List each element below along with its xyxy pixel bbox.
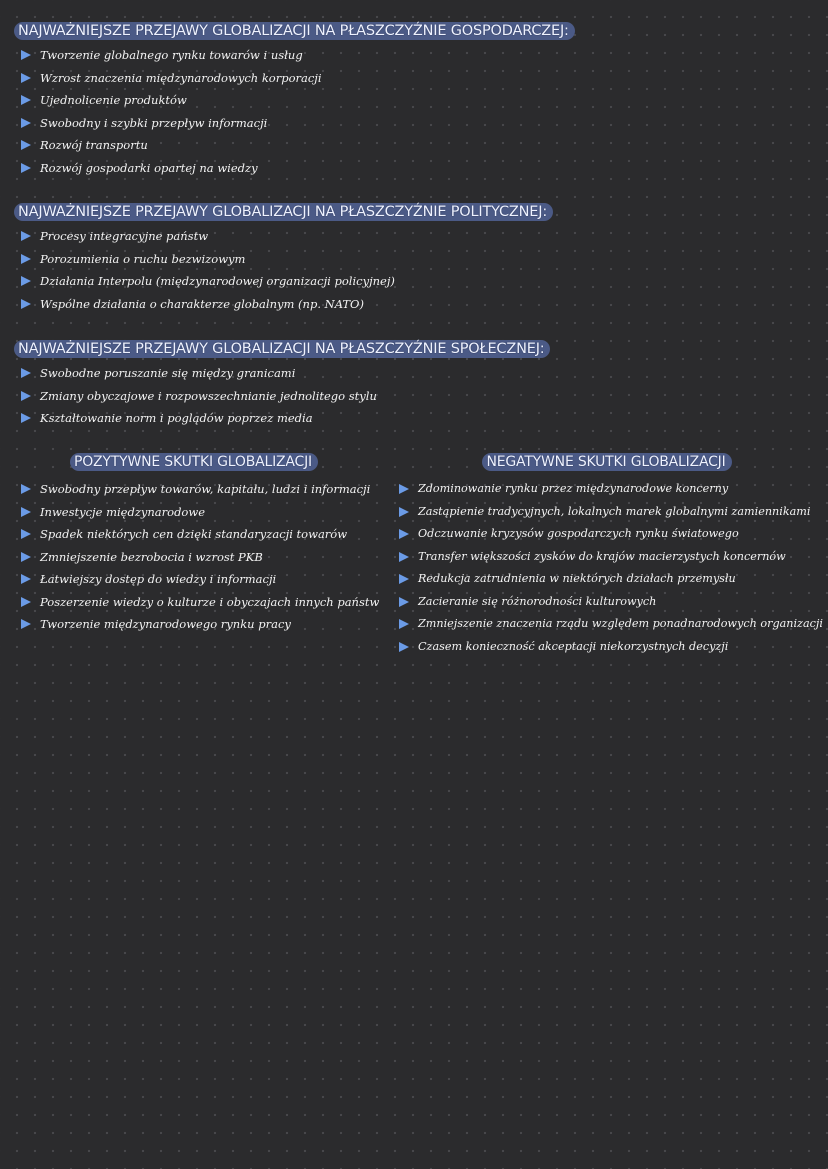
list-item-text: Zdominowanie rynku przez międzynarodowe koncerny (418, 482, 729, 495)
list-item (14, 546, 394, 569)
section-social (14, 338, 814, 430)
list-item (14, 112, 814, 135)
triangle-bullet-icon (21, 254, 31, 264)
list-item (14, 89, 814, 112)
list-item-text: Poszerzenie wiedzy o kulturze i obyczajach innych państw (40, 594, 380, 609)
triangle-bullet-icon (21, 552, 31, 562)
positive-effects-heading: POZYTYWNE SKUTKI GLOBALIZACJI (70, 453, 318, 471)
list-item-text: Swobodny i szybki przepływ informacji (40, 115, 268, 130)
triangle-bullet-icon (21, 50, 31, 60)
list-item-text: Czasem konieczność akceptacji niekorzystnych decyzji (418, 639, 729, 653)
list-item-text: Wzrost znaczenia międzynarodowych korporacji (40, 70, 322, 85)
triangle-bullet-icon (399, 529, 409, 539)
list-item (14, 478, 394, 501)
bullet-list (14, 478, 394, 636)
section-heading: NAJWAŻNIEJSZE PRZEJAWY GLOBALIZACJI NA PŁASZCZYŹNIE GOSPODARCZEJ: (14, 22, 575, 40)
list-item (14, 67, 814, 90)
triangle-bullet-icon (21, 413, 31, 423)
list-item-text: Tworzenie międzynarodowego rynku pracy (40, 617, 291, 631)
triangle-bullet-icon (21, 73, 31, 83)
section-political (14, 201, 814, 315)
triangle-bullet-icon (21, 95, 31, 105)
list-item-text: Swobodne poruszanie się między granicami (40, 366, 296, 380)
triangle-bullet-icon (21, 619, 31, 629)
list-item-text: Ujednolicenie produktów (40, 93, 187, 107)
list-item-text: Inwestycje międzynarodowe (40, 504, 206, 519)
triangle-bullet-icon (21, 574, 31, 584)
section-heading: NAJWAŻNIEJSZE PRZEJAWY GLOBALIZACJI NA PŁASZCZYŹNIE SPOŁECZNEJ: (14, 340, 550, 358)
triangle-bullet-icon (21, 140, 31, 150)
triangle-bullet-icon (21, 276, 31, 286)
list-item-text: Transfer większości zysków do krajów macierzystych koncernów (418, 549, 786, 563)
triangle-bullet-icon (399, 597, 409, 607)
list-item-text: Swobodny przepływ towarów, kapitału, ludzi i informacji (40, 482, 371, 496)
list-item-text: Kształtowanie norm i poglądów poprzez media (40, 411, 313, 425)
list-item (14, 225, 814, 248)
section-economic (14, 20, 814, 179)
list-item-text: Odczuwanie kryzysów gospodarczych rynku światowego (418, 527, 739, 540)
triangle-bullet-icon (21, 231, 31, 241)
list-item-text: Zastąpienie tradycyjnych, lokalnych marek globalnymi zamiennikami (418, 504, 811, 518)
list-item (14, 591, 394, 614)
list-item (392, 546, 822, 569)
list-item (14, 407, 814, 430)
list-item-text: Redukcja zatrudnienia w niektórych działach przemysłu (418, 572, 736, 585)
list-item (14, 270, 814, 293)
list-item-text: Wspólne działania o charakterze globalnym (np. NATO) (40, 296, 364, 311)
list-item (392, 568, 822, 591)
list-item-text: Procesy integracyjne państw (40, 229, 209, 243)
list-item (14, 157, 814, 180)
triangle-bullet-icon (21, 507, 31, 517)
triangle-bullet-icon (21, 299, 31, 309)
bullet-list (392, 478, 822, 658)
triangle-bullet-icon (21, 391, 31, 401)
triangle-bullet-icon (21, 484, 31, 494)
triangle-bullet-icon (399, 507, 409, 517)
list-item-text: Rozwój gospodarki opartej na wiedzy (40, 160, 258, 175)
list-item-text: Zmiany obyczajowe i rozpowszechnianie jednolitego stylu (40, 388, 377, 403)
list-item-text: Zmniejszenie znaczenia rządu względem ponadnarodowych organizacji (418, 617, 823, 630)
bullet-list (14, 44, 814, 179)
negative-effects-column (392, 451, 822, 658)
list-item (14, 613, 394, 636)
list-item (14, 501, 394, 524)
list-item-text: Rozwój transportu (40, 138, 148, 152)
triangle-bullet-icon (21, 529, 31, 539)
list-item (14, 385, 814, 408)
list-item (392, 523, 822, 546)
list-item (392, 613, 822, 636)
list-item-text: Tworzenie globalnego rynku towarów i usług (40, 48, 303, 62)
list-item (392, 501, 822, 524)
positive-effects-column (14, 451, 394, 636)
triangle-bullet-icon (21, 118, 31, 128)
list-item-text: Zacieranie się różnorodności kulturowych (418, 594, 657, 608)
list-item (14, 293, 814, 316)
triangle-bullet-icon (21, 163, 31, 173)
triangle-bullet-icon (399, 619, 409, 629)
section-heading: NAJWAŻNIEJSZE PRZEJAWY GLOBALIZACJI NA PŁASZCZYŹNIE POLITYCZNEJ: (14, 203, 553, 221)
list-item-text: Zmniejszenie bezrobocia i wzrost PKB (40, 549, 263, 564)
triangle-bullet-icon (399, 574, 409, 584)
list-item (14, 134, 814, 157)
triangle-bullet-icon (399, 552, 409, 562)
list-item (392, 478, 822, 501)
list-item-text: Spadek niektórych cen dzięki standaryzacji towarów (40, 527, 348, 541)
list-item (14, 523, 394, 546)
list-item (392, 591, 822, 614)
triangle-bullet-icon (21, 597, 31, 607)
bullet-list (14, 362, 814, 430)
list-item (14, 44, 814, 67)
list-item (392, 636, 822, 659)
list-item-text: Porozumienia o ruchu bezwizowym (40, 251, 246, 266)
triangle-bullet-icon (399, 642, 409, 652)
list-item-text: Działania Interpolu (międzynarodowej organizacji policyjnej) (40, 274, 395, 288)
triangle-bullet-icon (21, 368, 31, 378)
negative-effects-heading: NEGATYWNE SKUTKI GLOBALIZACJI (482, 453, 731, 471)
triangle-bullet-icon (399, 484, 409, 494)
bullet-list (14, 225, 814, 315)
list-item-text: Łatwiejszy dostęp do wiedzy i informacji (40, 572, 277, 586)
list-item (14, 248, 814, 271)
list-item (14, 362, 814, 385)
list-item (14, 568, 394, 591)
